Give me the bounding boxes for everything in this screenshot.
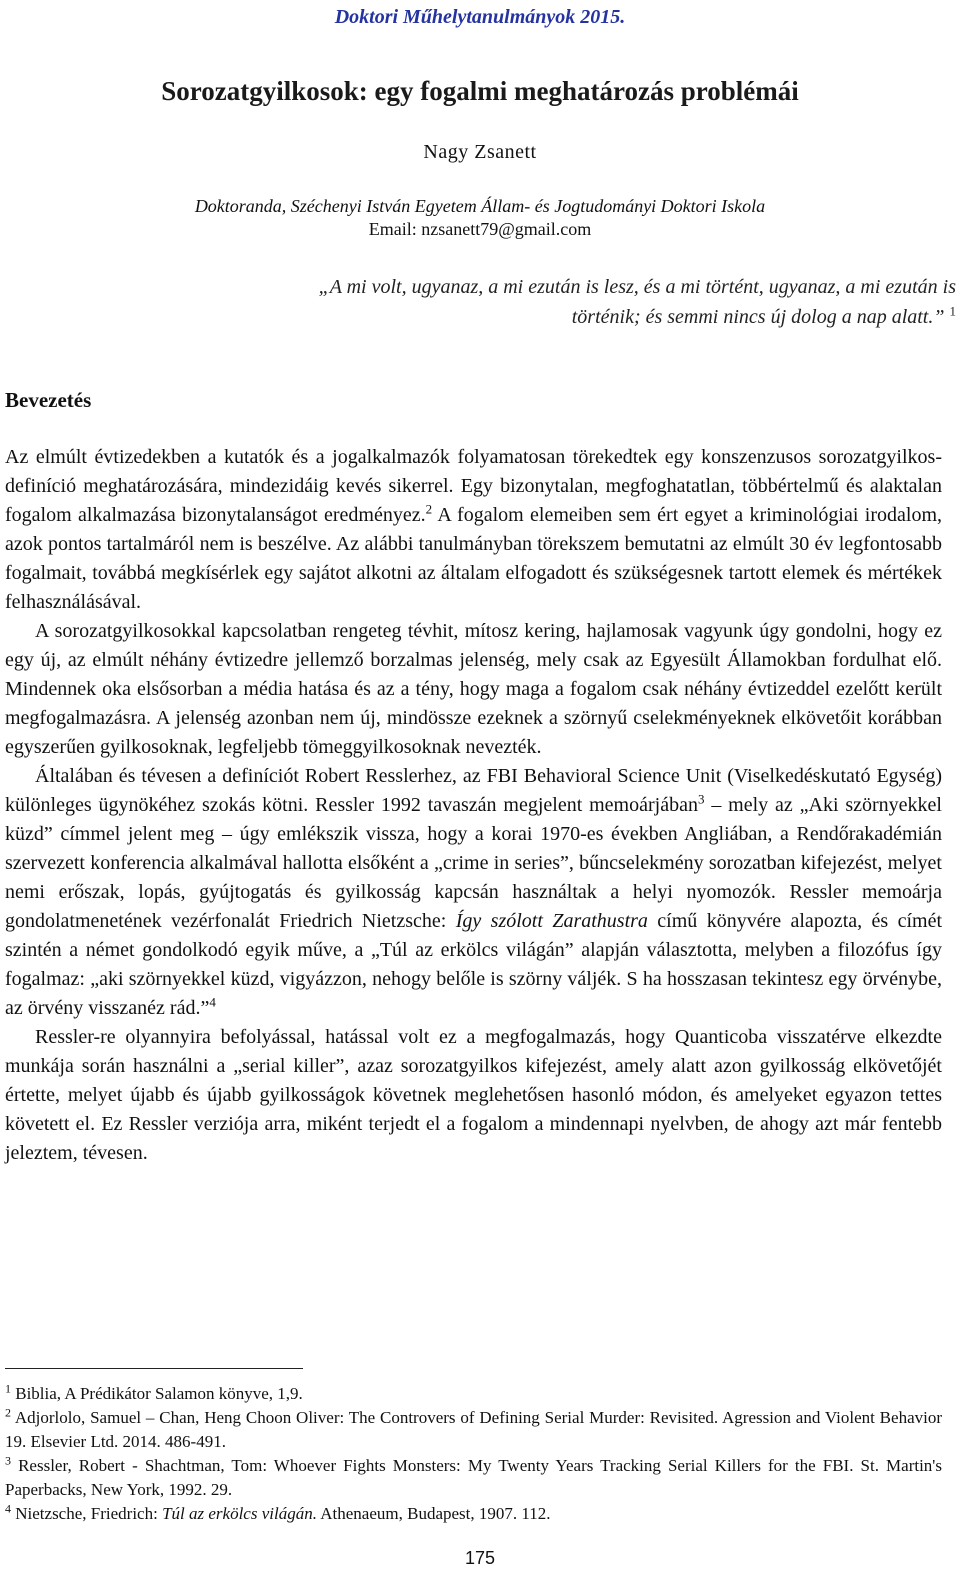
epigraph-line-1: „A mi volt, ugyanaz, a mi ezután is lesz, és a mi történt, ugyanaz, a mi ezután is <box>318 276 956 298</box>
paragraph-1-part-b: A fogalom elemeiben sem ért egyet a kriminológiai irodalom, azok pontos tartalmáról nem is beszélve. Az alábbi tanulmányban törekszem bemutatni az elmúlt 30 év legfontosabb fogalmait, továbbá megkísérlek egy sajátot alkotni az általam elfogadott és szükségesnek tartott elemek és mértékek felhasználásával. <box>5 504 942 613</box>
footnote-4 <box>5 1502 942 1526</box>
footnote-4-book-title: Túl az erkölcs világán. <box>162 1504 317 1523</box>
footnote-ref-3[interactable]: 3 <box>697 791 705 807</box>
body-text <box>5 443 942 1168</box>
footnote-ref-4[interactable]: 4 <box>209 994 216 1010</box>
paragraph-1-part-a: Az elmúlt évtizedekben a kutatók és a jogalkalmazók folyamatosan törekedtek egy konszenzusos sorozatgyilkos-definíció meghatározására, mindezidáig kevés sikerrel. Egy bizonytalan, megfoghatatlan, többértelmű és alaktalan fogalom alkalmazása bizonytalanságot eredményez. <box>5 446 942 526</box>
paper-title: Sorozatgyilkosok: egy fogalmi meghatározás problémái <box>161 76 799 106</box>
author-name: Nagy Zsanett <box>423 141 537 163</box>
footnote-3 <box>5 1454 942 1502</box>
footnote-2 <box>5 1406 942 1454</box>
epigraph-line-2-text: történik; és semmi nincs új dolog a nap alatt.” <box>571 306 945 328</box>
footnote-4-number: 4 <box>5 1501 11 1516</box>
epigraph-line-2 <box>136 302 956 332</box>
epigraph <box>136 272 956 332</box>
paragraph-1 <box>5 443 942 617</box>
paragraph-3 <box>5 762 942 1023</box>
footnote-2-number: 2 <box>5 1405 11 1420</box>
affiliation: Doktoranda, Széchenyi István Egyetem Állam- és Jogtudományi Doktori Iskola <box>194 196 766 216</box>
footnote-divider <box>5 1368 303 1369</box>
footnote-4-text-b: Athenaeum, Budapest, 1907. 112. <box>316 1504 551 1523</box>
paragraph-3-part-b: – mely az „Aki szörnyekkel küzd” címmel jelent meg – úgy emlékszik vissza, hogy a korai 1970-es években Angliában, a Rendőrakadémián szervezett konferencia alkalmával hallotta elsőként a „crime in series”, bűncselekmény sorozatban kifejezést, melyet nemi erőszak, lopás, gyújtogatás és gyilkosság kapcsán használtak a helyi nyomozók. Ressler memoárja gondolatmenetének vezérfonalát Friedrich Nietzsche: <box>5 794 942 932</box>
footnote-2-text: Adjorlolo, Samuel – Chan, Heng Choon Oliver: The Controvers of Defining Serial Murder: Revisited. Agression and Violent Behavior 19. Elsevier Ltd. 2014. 486-491. <box>5 1408 942 1451</box>
paragraph-3-part-c: című könyvére alapozta, és címét szintén a német gondolkodó egyik műve, a „Túl az erkölcs világán” alapján választotta, melyben a filozófus így fogalmaz: „aki szörnyekkel küzd, vigyázzon, nehogy belőle is szörny váljék. S ha hosszasan tekintesz egy örvénybe, az örvény visszanéz rád.” <box>5 910 943 1019</box>
footnote-3-number: 3 <box>5 1453 11 1468</box>
footnote-ref-2[interactable]: 2 <box>425 501 433 517</box>
footnote-1 <box>5 1382 942 1406</box>
author-email[interactable]: Email: nzsanett79@gmail.com <box>368 219 592 239</box>
paragraph-2: A sorozatgyilkosokkal kapcsolatban rengeteg tévhit, mítosz kering, hajlamosak vagyunk úgy gondolni, hogy ez egy új, az elmúlt néhány évtizedre jellemző borzalmas jelenség, mely csak az Egyesült Államokban fordulhat elő. Mindennek oka elsősorban a média hatása és az a tény, hogy maga a fogalom csak néhány évtizeddel ezelőtt került megfogalmazásra. A jelenség azonban nem új, mindössze ezeknek a szörnyű cselekményeknek elkövetőit korábban egyszerűen gyilkosoknak, legfeljebb tömeggyilkosoknak nevezték. <box>5 620 942 758</box>
footnote-1-number: 1 <box>5 1381 11 1396</box>
running-head: Doktori Műhelytanulmányok 2015. <box>334 6 626 28</box>
footnotes <box>5 1382 942 1526</box>
footnote-ref-1[interactable]: 1 <box>949 303 956 319</box>
section-heading: Bevezetés <box>5 388 92 412</box>
footnote-1-text: Biblia, A Prédikátor Salamon könyve, 1,9. <box>11 1384 303 1403</box>
footnote-4-text-a: Nietzsche, Friedrich: <box>11 1504 163 1523</box>
paragraph-4: Ressler-re olyannyira befolyással, hatással volt ez a megfogalmazás, hogy Quanticoba visszatérve elkezdte munkája során használni a „serial killer”, azaz sorozatgyilkos kifejezést, amely alatt azon gyilkosság elkövetőjét értette, melyet újabb és újabb gyilkosságok követnek meglehetősen hasonló módon, és amelyeket egyazon tettes követett el. Ez Ressler verziója arra, miként terjedt el a fogalom a mindennapi nyelvben, de ahogy azt már fentebb jeleztem, tévesen. <box>5 1026 942 1164</box>
footnote-3-text: Ressler, Robert - Shachtman, Tom: Whoever Fights Monsters: My Twenty Years Tracking Serial Killers for the FBI. St. Martin's Paperbacks, New York, 1992. 29. <box>5 1456 942 1499</box>
book-title-zarathustra: Így szólott Zarathustra <box>455 910 648 932</box>
page-number: 175 <box>464 1548 496 1568</box>
paragraph-3-part-a: Általában és tévesen a definíciót Robert Resslerhez, az FBI Behavioral Science Unit (Viselkedéskutató Egység) különleges ügynökéhez szokás kötni. Ressler 1992 tavaszán megjelent memoárjában <box>5 765 942 816</box>
